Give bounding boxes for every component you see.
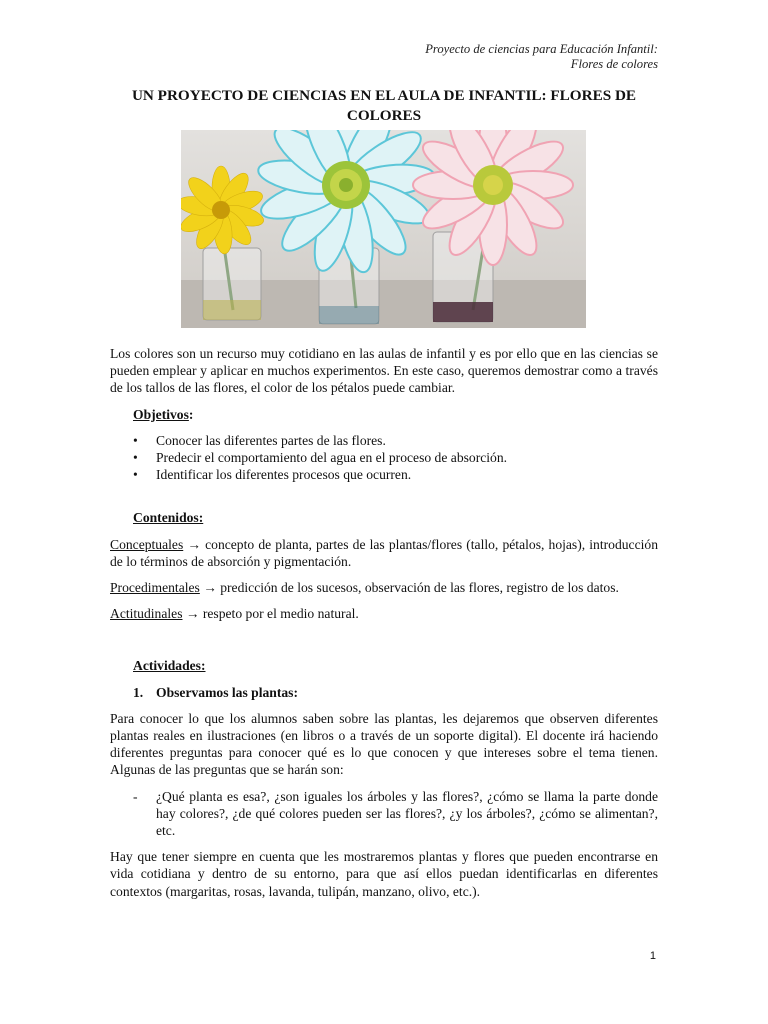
title-line-1: UN PROYECTO DE CIENCIAS EN EL AULA DE INFANTIL: FLORES DE xyxy=(131,87,637,104)
procedimentales-text: → predicción de los sucesos, observación de las flores, registro de los datos. xyxy=(199,580,619,596)
document-body xyxy=(110,345,658,900)
objetivos-colon: : xyxy=(188,406,194,422)
objetivos-heading: Objetivos xyxy=(133,406,189,422)
intro-paragraph: Los colores son un recurso muy cotidiano en las aulas de infantil y es por ello que en las ciencias se pueden emplear y aplicar en muchos experimentos. En este caso, queremos demostrar como a través de los tallos de las flores, el color de los pétalos puede cambiar. xyxy=(110,346,658,396)
activity-1-paragraph: Para conocer lo que los alumnos saben sobre las plantas, les dejaremos que observen diferentes plantas reales en ilustraciones (en libros o a través de un soporte digital). El docente irá haciendo diferentes preguntas para conocer qué es lo que conocen y que intereses sobre el tema tienen. Algunas de las preguntas que se harán son: xyxy=(110,710,658,778)
activity-1-label: Observamos las plantas: xyxy=(156,684,298,700)
objetivos-list xyxy=(133,432,658,484)
conceptuales-text: → concepto de planta, partes de las plantas/flores (tallo, pétalos, hojas), introducción de lo términos de absorción y pigmentación. xyxy=(110,536,658,569)
list-item: • Conocer las diferentes partes de las flores. xyxy=(133,432,658,449)
actitudinales-paragraph xyxy=(110,605,658,622)
actitudinales-text: → respeto por el medio natural. xyxy=(182,606,359,622)
contenidos-heading: Contenidos: xyxy=(133,510,204,526)
activity-1-title xyxy=(133,684,658,701)
actitudinales-label: Actitudinales xyxy=(110,606,183,622)
flowers-photo xyxy=(181,130,586,328)
procedimentales-label: Procedimentales xyxy=(110,580,200,596)
activity-1-note: Hay que tener siempre en cuenta que les mostraremos plantas y flores que pueden encontrarse en vida cotidiana y dentro de su entorno, para que así ellos puedan identificarlas en diferentes contextos (margaritas, rosas, lavanda, tulipán, manzano, olivo, etc.). xyxy=(110,849,658,899)
flowers-illustration xyxy=(181,130,586,328)
title-line-2: COLORES xyxy=(346,107,422,124)
list-item: • Predecir el comportamiento del agua en el proceso de absorción. xyxy=(133,449,658,466)
objetivos-heading-row xyxy=(133,406,658,423)
conceptuales-paragraph xyxy=(110,536,658,570)
header-line-2: Flores de colores xyxy=(570,57,658,71)
list-item: • Identificar los diferentes procesos que ocurren. xyxy=(133,466,658,483)
conceptuales-label: Conceptuales xyxy=(110,536,184,552)
procedimentales-paragraph xyxy=(110,579,658,596)
actividades-heading: Actividades: xyxy=(133,658,206,674)
header-line-1: Proyecto de ciencias para Educación Infantil: xyxy=(425,42,658,56)
page-number: 1 xyxy=(649,950,656,962)
list-item: - ¿Qué planta es esa?, ¿son iguales los árboles y las flores?, ¿cómo se llama la parte donde hay colores?, ¿de qué colores pueden ser las flores?, ¿y los árboles?, ¿cómo se alimentan?, etc. xyxy=(133,788,658,840)
activity-1-number: 1. xyxy=(133,684,144,700)
document-title xyxy=(110,86,658,126)
questions-list xyxy=(133,788,658,840)
running-header xyxy=(425,42,658,72)
